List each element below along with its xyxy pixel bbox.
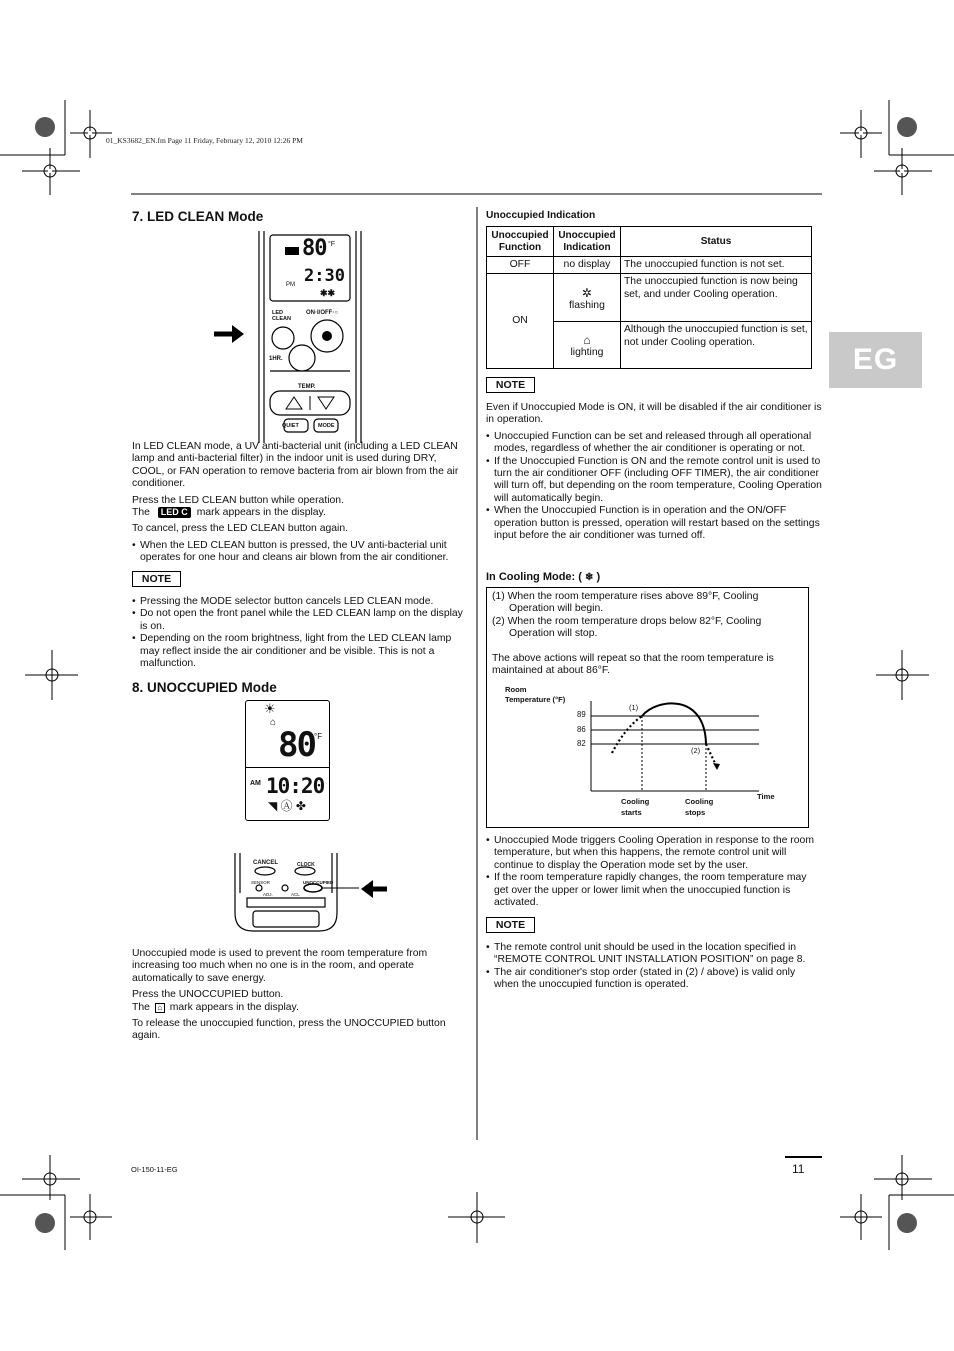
remote-clock-label: CLOCK <box>297 862 315 868</box>
house-icon: ⌂ <box>270 717 277 728</box>
remote-drawing <box>214 231 366 443</box>
list-item: • If the room temperature rapidly changes, the room temperature may get over the upper or lower limit when the unoccupied function is activated. <box>486 872 822 909</box>
chart-rise-dotted <box>612 716 642 753</box>
list-item: • Depending on the room brightness, light from the LED CLEAN lamp may reflect inside the air conditioner and be visible. This is not a malfunction. <box>132 633 468 670</box>
col-header-function: Unoccupied Function <box>487 227 554 257</box>
chart-x-annotation-stop: Cooling stops <box>685 797 714 817</box>
lighting-house-icon: ⌂ <box>583 333 591 348</box>
cell-indication-lighting <box>553 322 620 369</box>
remote-lcd-led-mark <box>285 247 299 255</box>
chart-ylabel: Room Temperature (°F) <box>505 685 566 704</box>
cell-indication-flashing <box>553 274 620 322</box>
chart-cooling-curve <box>642 703 706 744</box>
cell-status-flashing: The unoccupied function is now being set, and under Cooling operation. <box>620 274 811 322</box>
led-clean-para3: To cancel, press the LED CLEAN button again. <box>132 523 349 535</box>
final-note-label: NOTE <box>486 917 535 933</box>
list-item: • If the Unoccupied Function is ON and the remote control unit is used to turn the air conditioner OFF (including OFF TIMER), the air conditioner will turn off, but depending on the room temperature, Cooling Operation will automatically begin. <box>486 456 822 506</box>
right-note-para: Even if Unoccupied Mode is ON, it will be disabled if the air conditioner is in operation. <box>486 402 822 426</box>
chart-plot <box>487 683 808 827</box>
indication-table <box>486 226 812 369</box>
cooling-item-2: (2) When the room temperature drops below 82°F, Cooling Operation will stop. <box>492 616 762 640</box>
remote-sensor-label: SENSOR <box>251 880 271 885</box>
remote-lcd-pm: PM <box>286 282 295 288</box>
chart-fall-dotted <box>706 744 716 765</box>
remote-temp-label: TEMP. <box>298 384 316 390</box>
led-clean-body <box>132 441 468 565</box>
side-tab-eg <box>829 332 922 388</box>
remote-unoccupied-label: UNOCCUPIED <box>303 880 334 885</box>
file-info: 01_KS3682_EN.fm Page 11 Friday, February 12, 2010 12:26 PM <box>106 136 303 145</box>
list-item: • The air conditioner's stop order (stated in (2) / above) is valid only when the unoccupied function is operated. <box>486 967 822 992</box>
after-chart-bullets <box>486 835 822 909</box>
remote-lcd-time: 2:30 <box>304 266 345 286</box>
lighting-label: lighting <box>570 347 604 359</box>
cooling-heading <box>486 571 600 584</box>
unoccupied-para2-rest: mark appears in the display. <box>169 1001 299 1013</box>
cell-function-on: ON <box>487 274 554 369</box>
right-note-body <box>486 402 822 542</box>
remote-quiet-label: QUIET <box>282 423 299 429</box>
indication-title: Unoccupied Indication <box>486 210 596 221</box>
remote-lcd-temp: 80 <box>302 236 327 261</box>
snowflake-icon: ❄ <box>585 572 594 583</box>
unoccupied-display-illustration <box>245 700 330 821</box>
list-item: • Do not open the front panel while the LED CLEAN lamp on the display is on. <box>132 608 468 633</box>
list-item: • Unoccupied Mode triggers Cooling Operation in response to the room temperature, but when this happens, the remote control unit will continue to display the Operation mode set by the user. <box>486 835 822 872</box>
led-clean-para2-the: The <box>132 507 150 519</box>
list-item: • The remote control unit should be used in the location specified in “REMOTE CONTROL UNIT INSTALLATION POSITION” on page 8. <box>486 942 822 967</box>
table-row <box>487 274 812 322</box>
led-clean-heading: 7. LED CLEAN Mode <box>132 209 264 224</box>
cell-status-lighting: Although the unoccupied function is set, not under Cooling operation. <box>620 322 811 369</box>
chart-fall-arrowhead <box>713 763 720 770</box>
cell-status-off: The unoccupied function is not set. <box>620 257 811 274</box>
col-header-status: Status <box>620 227 811 257</box>
chart-ytick-86: 86 <box>577 725 586 734</box>
unoccupied-para2-line1: Press the UNOCCUPIED button. <box>132 989 284 1001</box>
unoccupied-house-icon: ⌂ <box>155 1003 165 1013</box>
temperature-chart <box>487 683 808 827</box>
remote-onoff-label: ON·I/OFF·○ <box>306 310 338 316</box>
cooling-box <box>486 587 809 828</box>
sun-icon: ☀ <box>264 701 276 716</box>
display-mode-icons: ◥ Ⓐ ✤ <box>268 799 306 813</box>
cooling-heading-suffix: ) <box>596 571 601 583</box>
cell-indication-none: no display <box>553 257 620 274</box>
cooling-heading-prefix: In Cooling Mode: ( <box>486 571 582 583</box>
display-temp: 80 <box>278 725 315 765</box>
led-clean-para2-line1: Press the LED CLEAN button while operation. <box>132 494 344 506</box>
remote-mode-label: MODE <box>318 423 335 429</box>
display-separator <box>246 767 329 768</box>
page-number: 11 <box>792 1162 805 1176</box>
unoccupied-para1: Unoccupied mode is used to prevent the room temperature from increasing too much when no one is in the room, and operate automatically to save energy. <box>132 948 428 984</box>
led-clean-note-bullets <box>132 596 468 670</box>
flashing-label: flashing <box>569 299 605 311</box>
unoccupied-body <box>132 948 468 1047</box>
chart-marker-2: (2) <box>691 746 701 755</box>
chart-ytick-89: 89 <box>577 710 586 719</box>
chart-ytick-82: 82 <box>577 739 586 748</box>
unoccupied-para2 <box>132 989 468 1014</box>
led-clean-bullets <box>132 540 468 565</box>
display-am: AM <box>250 780 261 787</box>
remote-led-clean-label: LED CLEAN <box>272 310 291 322</box>
unoccupied-remote-illustration <box>233 853 393 933</box>
final-note-bullets <box>486 942 822 992</box>
cooling-item-1: (1) When the room temperature rises above 89°F, Cooling Operation will begin. <box>492 591 759 615</box>
side-tab-label: EG <box>852 342 899 376</box>
unoccupied-para3: To release the unoccupied function, press the UNOCCUPIED button again. <box>132 1018 446 1042</box>
chart-xlabel: Time <box>757 792 775 801</box>
remote-1hr-label: 1HR. <box>269 356 283 362</box>
flashing-house-icon: ✲ <box>581 285 592 300</box>
led-clean-note-label: NOTE <box>132 571 181 587</box>
led-clean-para2-rest: mark appears in the display. <box>196 507 326 519</box>
chart-x-annotation-start: Cooling starts <box>621 797 650 817</box>
remote-lcd-unit: °F <box>328 241 336 248</box>
table-header-row <box>487 227 812 257</box>
col-header-indication: Unoccupied Indication <box>553 227 620 257</box>
right-note-bullets <box>486 431 822 543</box>
remote-acl-label: ACL <box>291 892 300 897</box>
display-unit: °F <box>314 732 323 741</box>
list-item: • Unoccupied Function can be set and released through all operational modes, regardless of whether the air conditioner is operating or not. <box>486 431 822 456</box>
list-item: • Pressing the MODE selector button cancels LED CLEAN mode. <box>132 596 468 608</box>
cell-function-off: OFF <box>487 257 554 274</box>
led-clean-para1: In LED CLEAN mode, a UV anti-bacterial unit (including a LED CLEAN lamp and anti-bacterial filter) in the indoor unit is used during DRY, COOL, or FAN operation to remove bacteria from air blown from the air conditioner. <box>132 441 459 490</box>
chart-marker-1: (1) <box>629 703 639 712</box>
remote-cancel-label: CANCEL <box>253 860 278 866</box>
doc-code: OI-150-11-EG <box>131 1165 178 1174</box>
remote-lcd-fan-icon: ✱✱ <box>320 288 336 298</box>
right-note-label: NOTE <box>486 377 535 393</box>
list-item: • When the LED CLEAN button is pressed, the UV anti-bacterial unit operates for one hour and cleans air blown from the air conditioner. <box>132 540 468 565</box>
table-row <box>487 257 812 274</box>
display-time: 10:20 <box>266 774 325 798</box>
led-clean-para2 <box>132 495 468 520</box>
unoccupied-heading: 8. UNOCCUPIED Mode <box>132 680 277 695</box>
led-clean-mark-icon: LED C <box>158 507 191 518</box>
unoccupied-para2-the: The <box>132 1001 150 1013</box>
cooling-summary: The above actions will repeat so that the room temperature is maintained at about 86°F. <box>492 653 774 677</box>
led-clean-remote-illustration <box>214 231 366 443</box>
remote-adj-label: ADJ. <box>263 892 273 897</box>
list-item: • When the Unoccupied Function is in operation and the ON/OFF operation button is pressed, operation will restart based on the settings input before the air conditioner was turned off. <box>486 505 822 542</box>
